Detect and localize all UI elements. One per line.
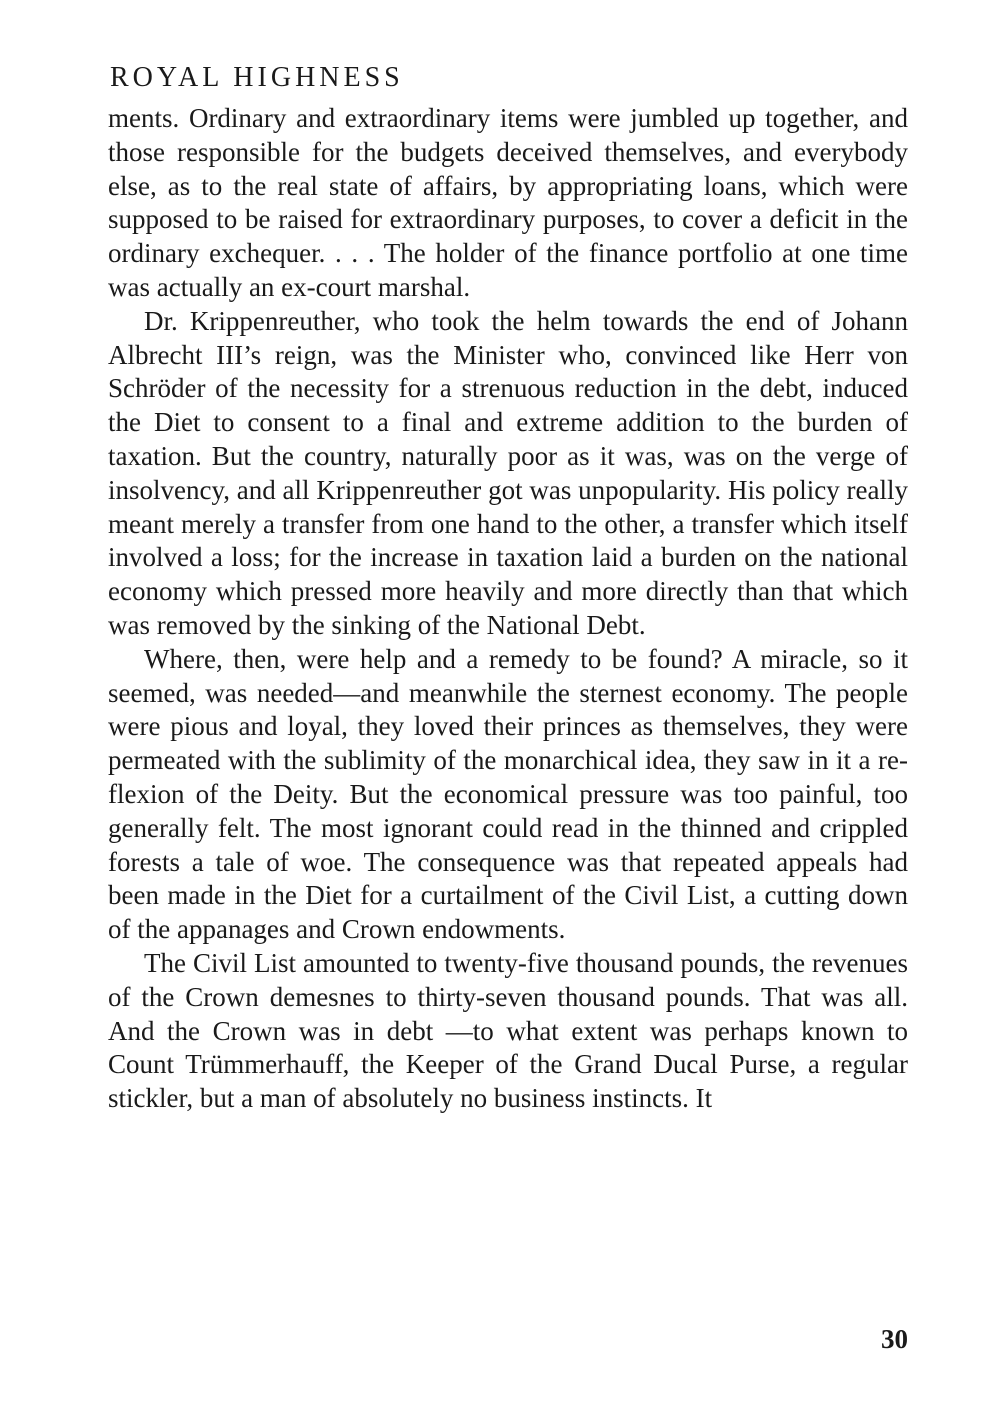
- paragraph-1: ments. Ordinary and extraordinary items were jumbled up together, and those responsible for the budgets deceived themselves, and everybody else, as to the real state of affairs, by appropriating loans, which were supposed to be raised for extraordinary purposes, to cover a deficit in the ordinary exchequer. . . . The holder of the finance portfolio at one time was actually an ex-court marshal.: [108, 103, 908, 302]
- running-title: ROYAL HIGHNESS: [110, 62, 404, 93]
- paragraph-2: Dr. Krippenreuther, who took the helm towards the end of Johann Albrecht III’s reign, was the Minister who, convinced like Herr von Schröder of the necessity for a strenuous reduction in the debt, induced the Diet to consent to a final and extreme addition to the burden of taxation. But the country, naturally poor as it was, was on the verge of insolvency, and all Krippenreuther got was unpopularity. His policy really meant merely a transfer from one hand to the other, a transfer which itself involved a loss; for the increase in taxation laid a burden on the national economy which pressed more heavily and more directly than that which was removed by the sinking of the National Debt.: [108, 305, 908, 640]
- book-page: [108, 60, 908, 1390]
- paragraph-4: The Civil List amounted to twenty-five thousand pounds, the revenues of the Crown demesnes to thirty-seven thousand pounds. That was all. And the Crown was in debt —to what extent was perhaps known to Count Trümmerhauff, the Keeper of the Grand Ducal Purse, a regular stickler, but a man of absolutely no business instincts. It: [108, 947, 908, 1114]
- page-number: 30: [881, 1324, 908, 1354]
- paragraph-3: Where, then, were help and a remedy to be found? A miracle, so it seemed, was needed—and meanwhile the sternest economy. The people were pious and loyal, they loved their princes as themselves, they were permeated with the sublimity of the monarchical idea, they saw in it a reflexion of the Deity. But the economical pressure was too painful, too generally felt. The most ignorant could read in the thinned and crippled forests a tale of woe. The consequence was that repeated appeals had been made in the Diet for a curtailment of the Civil List, a cutting down of the appanages and Crown endowments.: [108, 643, 908, 945]
